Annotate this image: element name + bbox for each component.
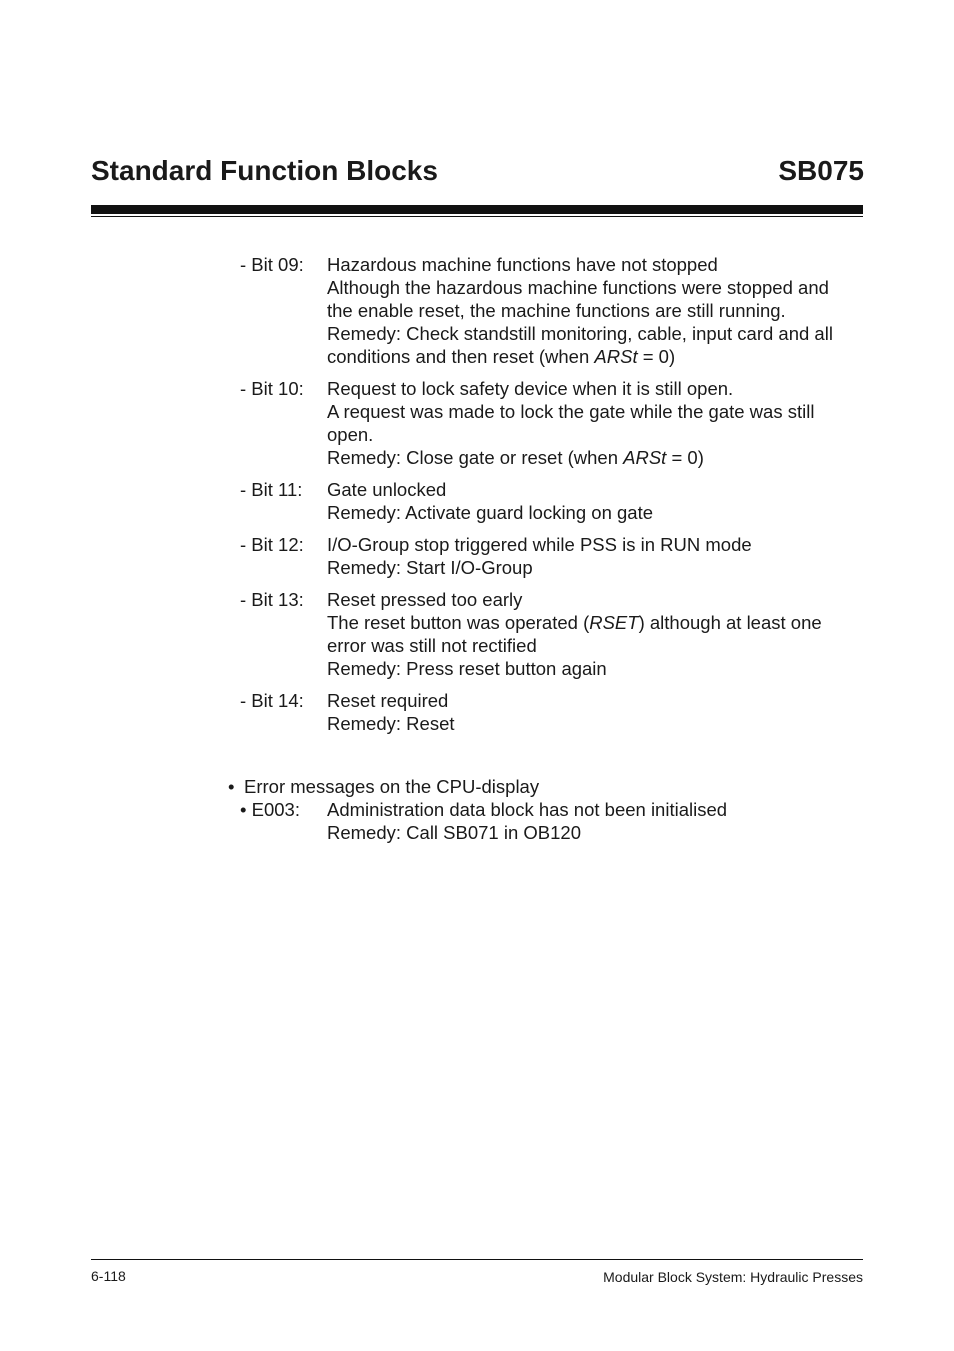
bit-label: - Bit 14: xyxy=(240,690,304,711)
bit-description-line: Remedy: Close gate or reset (when ARSt = 0) xyxy=(327,447,704,468)
bit-entry xyxy=(240,689,880,735)
bit-description xyxy=(327,588,880,680)
bit-description-line: Remedy: Check standstill monitoring, cable, input card and all xyxy=(327,323,833,344)
bit-label: - Bit 10: xyxy=(240,378,304,399)
bit-entry-list xyxy=(240,253,880,744)
bit-description-line: conditions and then reset (when ARSt = 0) xyxy=(327,346,676,367)
bit-description-line: Reset pressed too early xyxy=(327,589,523,610)
bit-entry xyxy=(240,478,880,524)
error-item xyxy=(240,798,727,821)
footer-title: Modular Block System: Hydraulic Presses xyxy=(603,1269,863,1285)
bit-entry xyxy=(240,533,880,579)
bit-description-line: Remedy: Press reset button again xyxy=(327,658,607,679)
bit-description-line: Remedy: Activate guard locking on gate xyxy=(327,502,653,523)
bit-description-line: error was still not rectified xyxy=(327,635,537,656)
bit-description-line: Gate unlocked xyxy=(327,479,447,500)
bit-description-line: Request to lock safety device when it is still open. xyxy=(327,378,734,399)
header-title: Standard Function Blocks xyxy=(91,155,438,186)
bit-label: - Bit 12: xyxy=(240,534,304,555)
error-description: Administration data block has not been initialised xyxy=(327,799,728,820)
header-code: SB075 xyxy=(778,155,864,186)
page-number: 6-118 xyxy=(91,1268,126,1284)
bit-description-line: open. xyxy=(327,424,374,445)
error-section xyxy=(228,775,727,844)
bit-description xyxy=(327,377,880,469)
bit-entry xyxy=(240,377,880,469)
bit-description-line: A request was made to lock the gate while the gate was still xyxy=(327,401,815,422)
bit-description-line: Reset required xyxy=(327,690,449,711)
bit-description xyxy=(327,253,880,368)
error-heading-row xyxy=(228,775,727,798)
bit-label: - Bit 13: xyxy=(240,589,304,610)
bit-label: - Bit 11: xyxy=(240,479,303,500)
bit-description-line: Remedy: Start I/O-Group xyxy=(327,557,533,578)
error-heading: Error messages on the CPU-display xyxy=(244,776,540,797)
bit-description xyxy=(327,478,880,524)
bit-description xyxy=(327,533,880,579)
bit-entry xyxy=(240,588,880,680)
header-rule-thick xyxy=(91,205,863,214)
bit-entry xyxy=(240,253,880,368)
bit-label: - Bit 09: xyxy=(240,254,304,275)
bullet-icon: • xyxy=(228,776,235,797)
bit-description-line: Although the hazardous machine functions were stopped and xyxy=(327,277,829,298)
footer-rule xyxy=(91,1259,863,1260)
bit-description-line: The reset button was operated (RSET) although at least one xyxy=(327,612,822,633)
bit-description-line: the enable reset, the machine functions are still running. xyxy=(327,300,786,321)
bit-description-line: Remedy: Reset xyxy=(327,713,455,734)
bit-description-line: Hazardous machine functions have not stopped xyxy=(327,254,718,275)
bit-description xyxy=(327,689,880,735)
error-remedy: Remedy: Call SB071 in OB120 xyxy=(327,822,581,843)
error-code-label: • E003: xyxy=(240,799,300,820)
header-rule-thin xyxy=(91,216,863,217)
bit-description-line: I/O-Group stop triggered while PSS is in RUN mode xyxy=(327,534,752,555)
